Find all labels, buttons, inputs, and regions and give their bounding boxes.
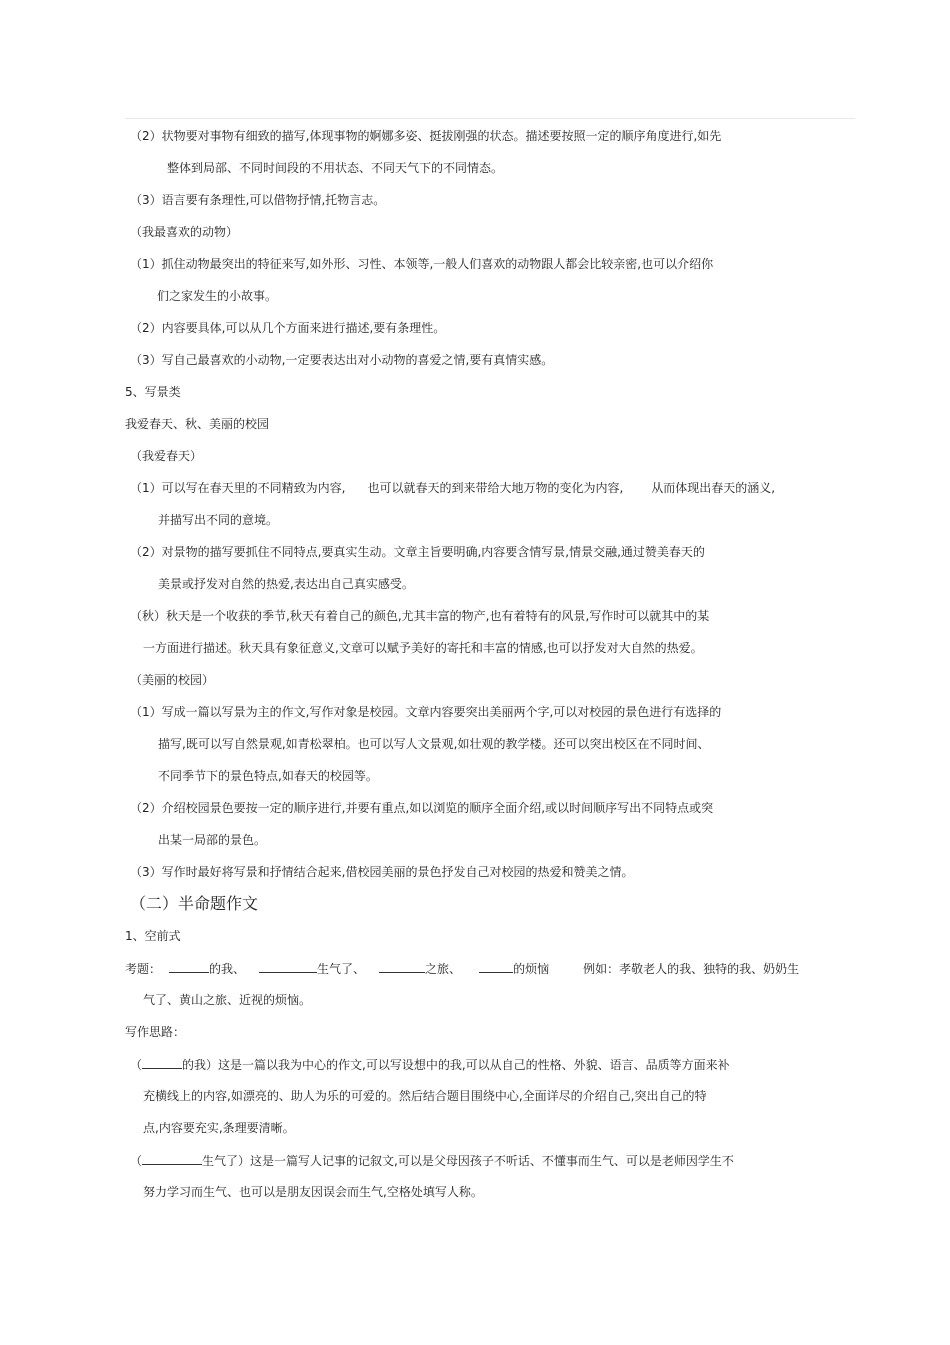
text-line: 点,内容要充实,条理要清晰。: [143, 1121, 295, 1135]
text-line: 们之家发生的小故事。: [157, 289, 278, 303]
text-line: 写作思路：: [125, 1025, 186, 1039]
section-subtitle: （我最喜欢的动物）: [130, 225, 239, 239]
text-line: （1）抓住动物最突出的特征来写,如外形、习性、本领等,一般人们喜欢的动物跟人都会比较亲密,也可以介绍你: [130, 257, 714, 271]
text-line: 不同季节下的景色特点,如春天的校园等。: [158, 769, 378, 783]
text-line: [130, 1056, 730, 1073]
text-line: （2）对景物的描写要抓住不同特点,要真实生动。文章主旨要明确,内容要含情写景,情景交融,通过赞美春天的: [130, 545, 705, 559]
text-line: （1）写成一篇以写景为主的作文,写作对象是校园。文章内容要突出美丽两个字,可以对校园的景色进行有选择的: [130, 705, 722, 719]
section-heading: 5、写景类: [125, 385, 181, 399]
blank-line: [142, 1056, 182, 1069]
blank-line: [142, 1152, 202, 1165]
blank-line: [479, 960, 513, 973]
text-line: （2）介绍校园景色要按一定的顺序进行,并要有重点,如以浏览的顺序全面介绍,或以时间顺序写出不同特点或突: [130, 801, 714, 815]
paren-open: （: [130, 1058, 143, 1072]
text-line: 描写,既可以写自然景观,如青松翠柏。也可以写人文景观,如壮观的教学楼。还可以突出校区在不同时间、: [158, 737, 710, 751]
blank-line: [259, 960, 317, 973]
section-subtitle: （美丽的校园）: [130, 673, 215, 687]
topic-text: 的我、: [209, 962, 246, 976]
topic-text: 之旅、: [425, 962, 462, 976]
text-line: 美景或抒发对自然的热爱,表达出自己真实感受。: [158, 577, 414, 591]
text-line: 一方面进行描述。秋天具有象征意义,文章可以赋予美好的寄托和丰富的情感,也可以抒发对大自然的热爱。: [143, 641, 703, 655]
text-line: （2）内容要具体,可以从几个方面来进行描述,要有条理性。: [130, 321, 446, 335]
text-line: （2）状物要对事物有细致的描写,体现事物的婀娜多姿、挺拔刚强的状态。描述要按照一定的顺序角度进行,如先: [130, 129, 722, 143]
text-line: [130, 1152, 734, 1169]
text-line: 努力学习而生气、也可以是朋友因误会而生气,空格处填写人称。: [143, 1185, 483, 1199]
text-segment: （1）可以写在春天里的不同精致为内容,: [130, 481, 346, 495]
topic-text: 的烦恼: [513, 962, 550, 976]
paren-open: （: [130, 1154, 143, 1168]
header-rule: [125, 118, 855, 119]
text-line: 整体到局部、不同时间段的不用状态、不同天气下的不同情态。: [167, 161, 504, 175]
text-line: （3）语言要有条理性,可以借物抒情,托物言志。: [130, 193, 386, 207]
text-line: （3）写自己最喜欢的小动物,一定要表达出对小动物的喜爱之情,要有真情实感。: [130, 353, 554, 367]
section-heading-large: （二）半命题作文: [130, 894, 259, 913]
text-segment: 也可以就春天的到来带给大地万物的变化为内容,: [367, 481, 624, 495]
exam-label: 考题：: [125, 962, 162, 976]
blank-line: [169, 960, 209, 973]
text-line: [130, 480, 775, 496]
section-subtitle: （我爱春天）: [130, 449, 203, 463]
text-line: （3）写作时最好将写景和抒情结合起来,借校园美丽的景色抒发自己对校园的热爱和赞美之情。: [130, 865, 634, 879]
text-line: 并描写出不同的意境。: [158, 513, 279, 527]
text-segment: 生气了）这是一篇写人记事的记叙文,可以是父母因孩子不听话、不懂事而生气、可以是老师因学生不: [202, 1154, 734, 1168]
text-line: （秋）秋天是一个收获的季节,秋天有着自己的颜色,尤其丰富的物产,也有着特有的风景,写作时可以就其中的某: [130, 609, 710, 623]
text-line: 气了、黄山之旅、近视的烦恼。: [143, 993, 312, 1007]
exam-topics-line: [125, 960, 799, 977]
text-segment: 的我）这是一篇以我为中心的作文,可以写设想中的我,可以从自己的性格、外貌、语言、品质等方面来补: [182, 1058, 730, 1072]
text-line: 我爱春天、秋、美丽的校园: [125, 417, 270, 431]
topic-text: 生气了、: [317, 962, 366, 976]
section-heading: 1、空前式: [125, 929, 181, 943]
text-line: 充横线上的内容,如漂亮的、助人为乐的可爱的。然后结合题目围绕中心,全面详尽的介绍自己,突出自己的特: [143, 1089, 707, 1103]
text-segment: 从而体现出春天的涵义,: [651, 481, 776, 495]
example-text: 例如：孝敬老人的我、独特的我、奶奶生: [583, 962, 800, 976]
blank-line: [379, 960, 425, 973]
text-line: 出某一局部的景色。: [158, 833, 267, 847]
